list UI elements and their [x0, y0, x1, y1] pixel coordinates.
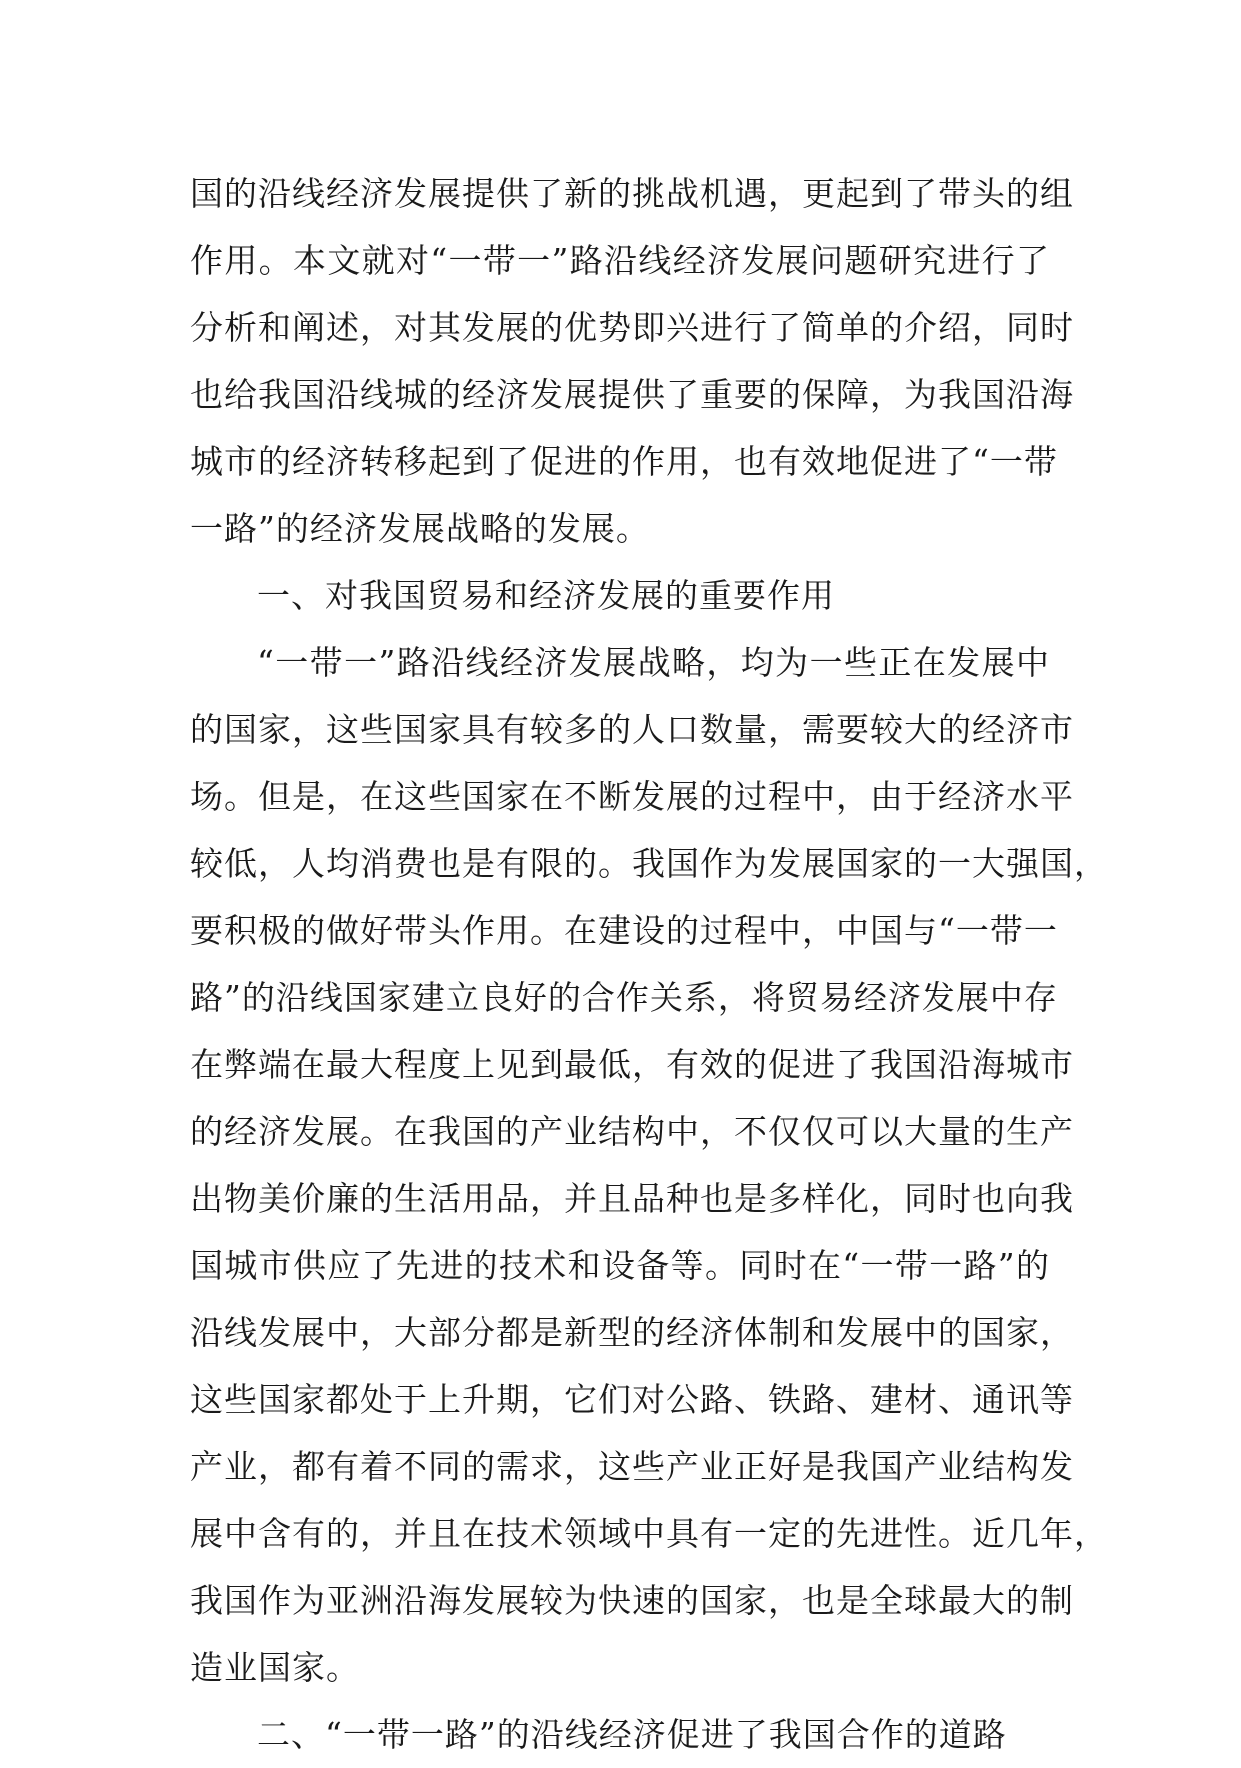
text-line: 要积极的做好带头作用。在建设的过程中，中国与“一带一 — [190, 911, 1058, 950]
text-line: 也给我国沿线城的经济发展提供了重要的保障，为我国沿海 — [190, 375, 1074, 414]
text-line: “一带一”路沿线经济发展战略，均为一些正在发展中 — [257, 643, 1050, 682]
text-line: 城市的经济转移起到了促进的作用，也有效地促进了“一带 — [190, 442, 1058, 481]
text-line: 路”的沿线国家建立良好的合作关系，将贸易经济发展中存 — [190, 978, 1058, 1017]
section-heading-1: 一、对我国贸易和经济发展的重要作用 — [257, 576, 835, 615]
text-line: 一路”的经济发展战略的发展。 — [190, 509, 650, 548]
section-heading-2: 二、“一带一路”的沿线经济促进了我国合作的道路 — [257, 1715, 1007, 1754]
text-line: 国的沿线经济发展提供了新的挑战机遇，更起到了带头的组 — [190, 174, 1074, 213]
text-line: 场。但是，在这些国家在不断发展的过程中，由于经济水平 — [190, 777, 1074, 816]
text-line: 展中含有的，并且在技术领域中具有一定的先进性。近几年， — [190, 1514, 1108, 1553]
text-line: 的经济发展。在我国的产业结构中，不仅仅可以大量的生产 — [190, 1112, 1074, 1151]
text-line: 在弊端在最大程度上见到最低，有效的促进了我国沿海城市 — [190, 1045, 1074, 1084]
text-line: 产业，都有着不同的需求，这些产业正好是我国产业结构发 — [190, 1447, 1074, 1486]
text-line: 国城市供应了先进的技术和设备等。同时在“一带一路”的 — [190, 1246, 1050, 1285]
text-line: 沿线发展中，大部分都是新型的经济体制和发展中的国家， — [190, 1313, 1074, 1352]
text-line: 作用。本文就对“一带一”路沿线经济发展问题研究进行了 — [190, 241, 1050, 280]
text-line: 出物美价廉的生活用品，并且品种也是多样化，同时也向我 — [190, 1179, 1074, 1218]
section-1-paragraph — [190, 629, 1108, 1701]
text-line: 造业国家。 — [190, 1648, 360, 1687]
text-line: 较低，人均消费也是有限的。我国作为发展国家的一大强国， — [190, 844, 1108, 883]
intro-paragraph — [190, 160, 1074, 562]
text-line: 分析和阐述，对其发展的优势即兴进行了简单的介绍，同时 — [190, 308, 1074, 347]
text-line: 的国家，这些国家具有较多的人口数量，需要较大的经济市 — [190, 710, 1074, 749]
document-body — [190, 160, 1108, 1768]
text-line: 这些国家都处于上升期，它们对公路、铁路、建材、通讯等 — [190, 1380, 1074, 1419]
text-line: 我国作为亚洲沿海发展较为快速的国家，也是全球最大的制 — [190, 1581, 1074, 1620]
